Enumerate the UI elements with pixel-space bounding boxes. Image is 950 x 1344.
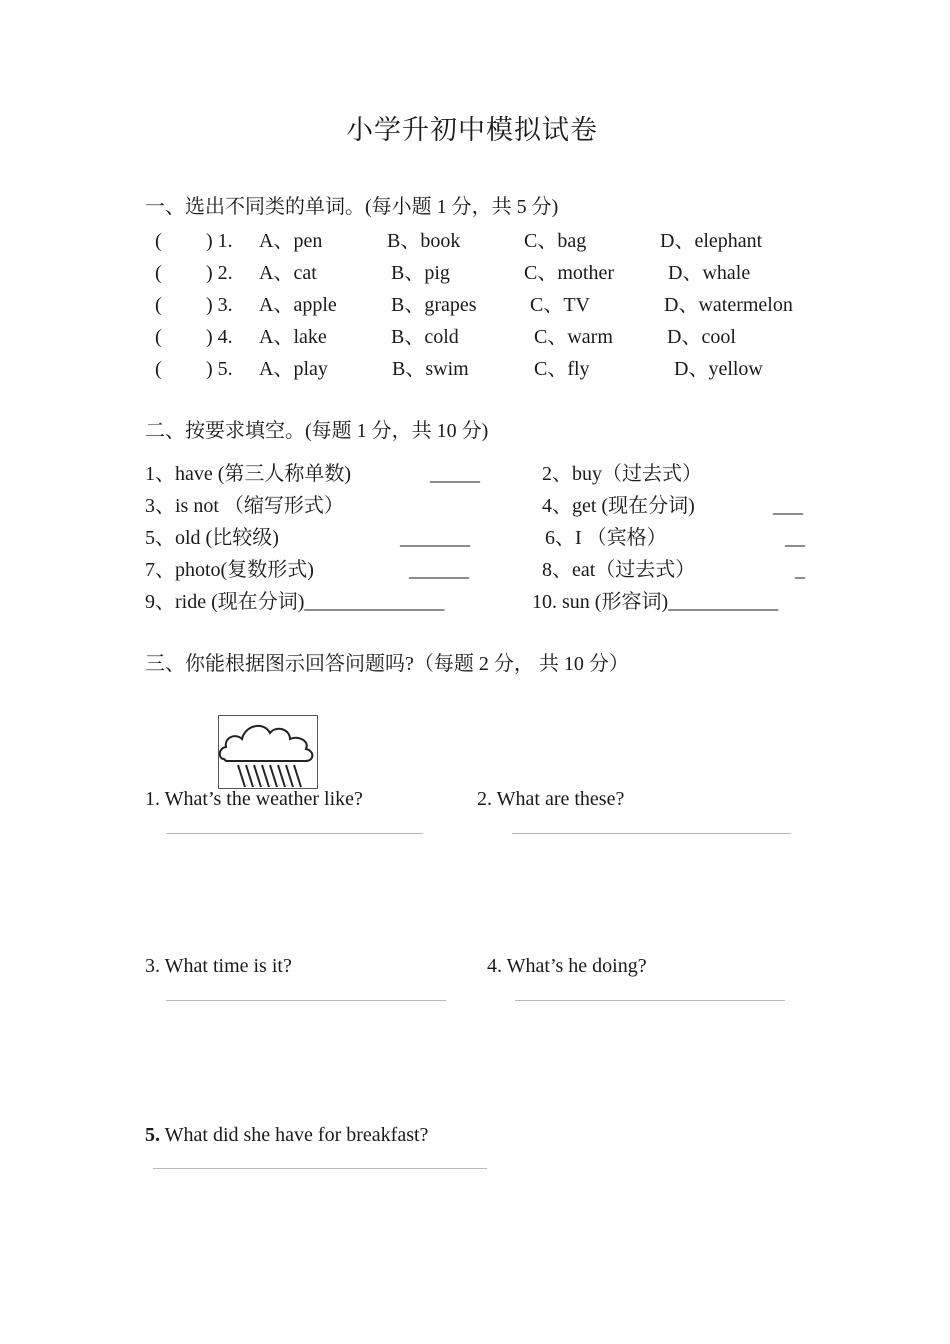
fill-blank[interactable]: _______ bbox=[400, 527, 470, 549]
fill-blank[interactable]: __ bbox=[785, 527, 805, 549]
answer-line-4[interactable] bbox=[515, 1000, 785, 1001]
answer-line-5[interactable] bbox=[153, 1168, 487, 1169]
rain-cloud-icon-svg bbox=[218, 715, 318, 789]
option-c: C、fly bbox=[534, 358, 590, 380]
option-d: D、cool bbox=[667, 326, 736, 348]
question-1: 1. What’s the weather like? bbox=[145, 788, 363, 810]
question-3: 3. What time is it? bbox=[145, 955, 292, 977]
option-b: B、cold bbox=[391, 326, 459, 348]
option-b: B、pig bbox=[391, 262, 450, 284]
option-a: A、play bbox=[259, 358, 328, 380]
fill-item-left: 9、ride (现在分词)______________ bbox=[145, 591, 445, 613]
fill-item-right: 6、I （宾格） bbox=[545, 527, 667, 549]
answer-line-2[interactable] bbox=[512, 833, 791, 834]
fill-blank[interactable]: _____ bbox=[430, 463, 480, 485]
section3-heading: 三、你能根据图示回答问题吗?（每题 2 分， 共 10 分） bbox=[145, 653, 629, 675]
option-c: C、warm bbox=[534, 326, 613, 348]
fill-item-left: 7、photo(复数形式) bbox=[145, 559, 314, 581]
option-b: B、swim bbox=[392, 358, 469, 380]
option-a: A、apple bbox=[259, 294, 337, 316]
fill-item-left: 5、old (比较级) bbox=[145, 527, 279, 549]
question-number: ) 3. bbox=[206, 294, 233, 316]
fill-item-left: 1、have (第三人称单数) bbox=[145, 463, 352, 485]
section1-heading: 一、选出不同类的单词。(每小题 1 分，共 5 分) bbox=[145, 196, 559, 218]
question-number: ) 5. bbox=[206, 358, 233, 380]
option-b: B、book bbox=[387, 230, 461, 252]
fill-item-right: 8、eat（过去式） bbox=[542, 559, 696, 581]
option-d: D、yellow bbox=[674, 358, 763, 380]
question-number: ) 2. bbox=[206, 262, 233, 284]
answer-paren-open[interactable]: ( bbox=[155, 294, 162, 316]
question-5 bbox=[145, 1125, 428, 1145]
option-a: A、cat bbox=[259, 262, 317, 284]
fill-item-right: 4、get (现在分词) bbox=[542, 495, 695, 517]
option-c: C、TV bbox=[530, 294, 590, 316]
fill-item-right: 2、buy（过去式） bbox=[542, 463, 702, 485]
fill-item-left: 3、is not （缩写形式） bbox=[145, 495, 344, 517]
option-d: D、watermelon bbox=[664, 294, 793, 316]
fill-blank[interactable]: ___ bbox=[773, 495, 803, 517]
section2-heading: 二、按要求填空。(每题 1 分，共 10 分) bbox=[145, 420, 489, 442]
question-4: 4. What’s he doing? bbox=[487, 955, 647, 977]
fill-blank[interactable]: _ bbox=[795, 559, 805, 581]
question-5-number: 5. bbox=[145, 1124, 160, 1146]
answer-paren-open[interactable]: ( bbox=[155, 358, 162, 380]
option-d: D、elephant bbox=[660, 230, 763, 252]
option-d: D、whale bbox=[668, 262, 751, 284]
rain-cloud-icon bbox=[218, 715, 318, 789]
answer-paren-open[interactable]: ( bbox=[155, 230, 162, 252]
fill-blank[interactable]: ______ bbox=[409, 559, 469, 581]
question-5-text: What did she have for breakfast? bbox=[160, 1124, 429, 1146]
page-title: 小学升初中模拟试卷 bbox=[346, 115, 598, 145]
option-b: B、grapes bbox=[391, 294, 477, 316]
question-2: 2. What are these? bbox=[477, 788, 625, 810]
answer-paren-open[interactable]: ( bbox=[155, 262, 162, 284]
question-number: ) 4. bbox=[206, 326, 233, 348]
option-c: C、mother bbox=[524, 262, 614, 284]
option-a: A、pen bbox=[259, 230, 323, 252]
answer-paren-open[interactable]: ( bbox=[155, 326, 162, 348]
answer-line-3[interactable] bbox=[166, 1000, 446, 1001]
option-c: C、bag bbox=[524, 230, 587, 252]
answer-line-1[interactable] bbox=[166, 833, 423, 834]
question-number: ) 1. bbox=[206, 230, 233, 252]
option-a: A、lake bbox=[259, 326, 327, 348]
fill-item-right: 10. sun (形容词)___________ bbox=[532, 591, 779, 613]
